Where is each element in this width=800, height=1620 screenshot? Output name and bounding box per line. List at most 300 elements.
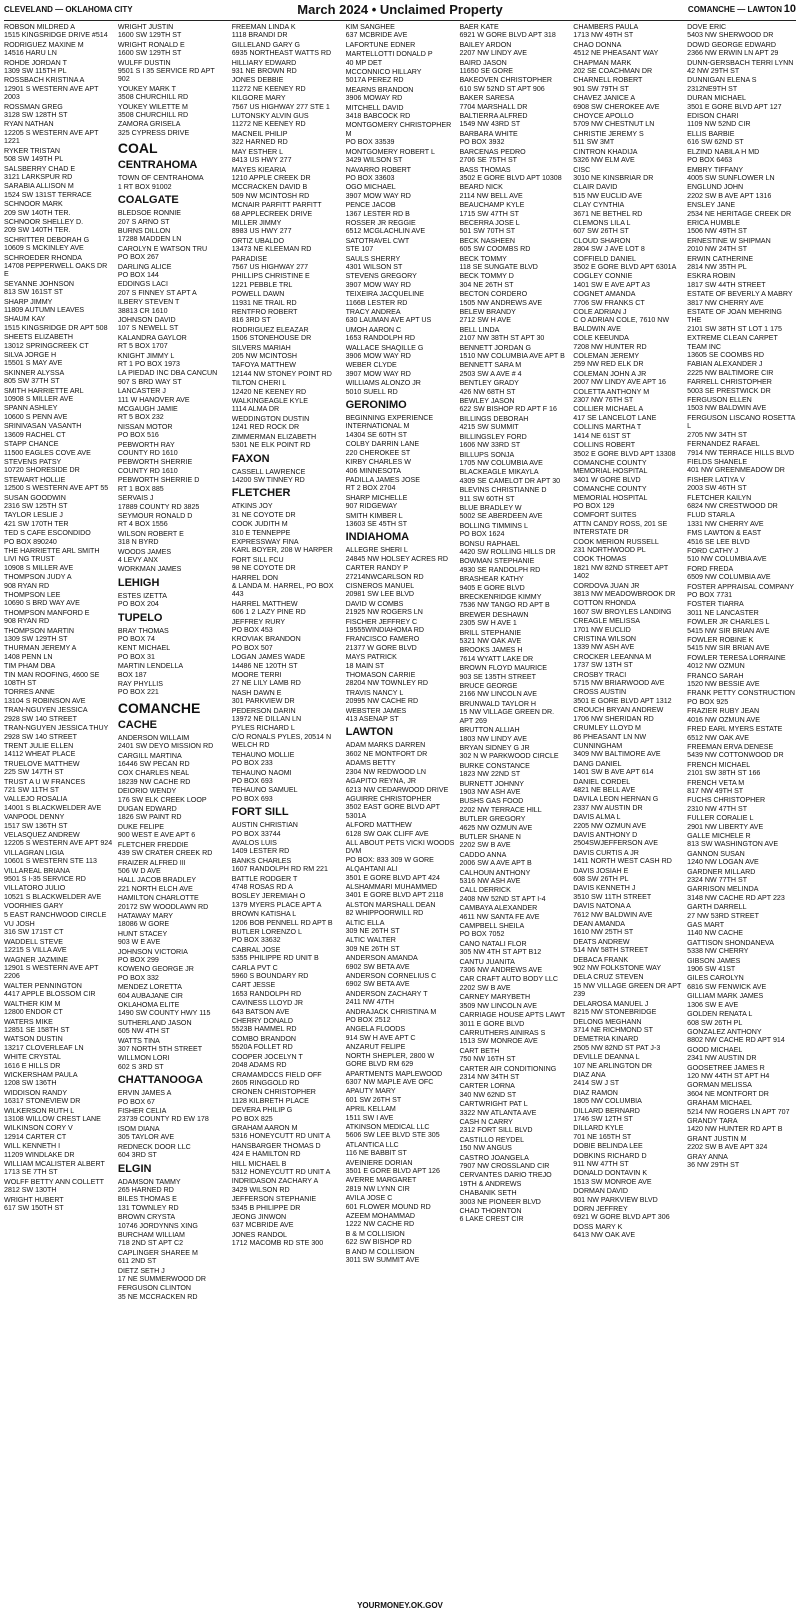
claimant-entry: WALTER PENNINGTON 4417 APPLE BLOSSOM CIR	[4, 981, 96, 999]
claimant-entry: BOSLEY JEREMIAH O 1379 MYERS PLACE APT A	[231, 892, 322, 909]
claimant-entry: CRISTINA WILSON 1339 NW ASH AVE	[573, 635, 636, 652]
claimant-entry: HILL MICHAEL B 5312 HONEYCUTT RD UNIT A	[231, 1159, 331, 1176]
claimant-entry: JOHNSON DAVID 107 S NEWELL ST	[117, 315, 179, 333]
claimant-entry: DOWD GEORGE EDWARD 2366 NW ERWIN LN APT 29	[687, 40, 779, 58]
claimant-entry: FMS LAWTON & EAST 4516 SE LEE BLVD	[687, 529, 762, 546]
claimant-entry: FARRELL CHRISTOPHER 5003 SE PRESTWICK DR	[687, 378, 772, 395]
claimant-entry: BECTON CORDERO 1505 NW ANDREWS AVE	[459, 290, 543, 307]
claimant-entry: FOWLER TERESA LORRAINE 4012 NW OZMUN	[687, 653, 786, 671]
claimant-entry: VILLAREAL BRIANA 9501 S I-35 SERVICE RD	[4, 866, 86, 883]
claimant-entry: GATTISON SHONDANEVA 5338 NW CHERRY	[687, 938, 774, 956]
claimant-entry: SCHRITTER DEBORAH G 10609 S MCKINLEY AVE	[4, 235, 90, 253]
claimant-entry: BURKE CONSTANCE 1823 NW 22ND ST	[459, 761, 530, 779]
claimant-entry: MCCONNICO HILLARY 5017A PEREZ RD	[345, 68, 422, 85]
claimant-entry: BROWN KATISHA L 1206 BOB PENNELL RD APT B	[231, 910, 333, 927]
claimant-entry: DIETZ SETH J 17 NE SUMMERWOOD DR	[117, 1266, 207, 1283]
claimant-entry: TAYLOR LESLIE J 421 SW 170TH TER	[4, 511, 69, 528]
claimant-entry: ROSSBACH KRISTINA A 12901 S WESTERN AVE APT 2003	[4, 76, 99, 102]
claimant-entry: MENDEZ LORETTA 604 AUBAJANE CIR	[117, 983, 183, 1000]
claimant-entry: THOMPSON LEE 10690 S BRD WAY AVE	[4, 591, 80, 608]
claimant-entry: CARTWRIGHT PAT L 3322 NW ATLANTA AVE	[459, 1100, 537, 1117]
claimant-entry: BUTLER GREGORY 4625 NW OZMUN AVE	[459, 815, 533, 832]
claimant-entry: SHEETS ELIZABETH 13012 SPRINGCREEK CT	[4, 333, 89, 350]
claimant-entry: BROWN FLOYD MAURICE 903 SE 135TH STREET	[459, 664, 547, 681]
claimant-entry: DIAZ RAMON 1805 NW COLUMBIA	[573, 1088, 642, 1106]
city-heading: TUPELO	[117, 611, 163, 624]
claimant-entry: WRIGHT HUBERT 617 SW 150TH ST	[4, 1195, 64, 1213]
claimant-entry: SEYANNE JOHNSON 813 SW 161ST ST	[4, 279, 75, 297]
claimant-entry: AVALOS LUIS 1409 LESTER RD	[231, 838, 290, 856]
claimant-entry: BRECKENRIDGE KIMMY 7536 NW TANGO RD APT B	[459, 593, 550, 610]
claimant-entry: MEARNS BRANDON 3906 MOWAY RD	[345, 85, 414, 103]
listing-column	[573, 23, 682, 1595]
claimant-entry: WATTS TINA 307 NORTH 5TH STREET	[117, 1036, 203, 1054]
claimant-entry: COMBO BRANDON 5520A FOLLET RD	[231, 1034, 296, 1052]
claimant-entry: FRENCH VETA M 817 NW 49TH ST	[687, 778, 745, 795]
claimant-entry: VALLEJO ROSALIA 14001 S BLACKWELDER AVE	[4, 795, 102, 812]
claimant-entry: JONES RANDOL 1712 MACOMB RD STE 300	[231, 1230, 324, 1248]
claimant-entry: ATKINS JOY 31 NE COYOTE DR	[231, 502, 296, 519]
claimant-entry: DAVIS NATONA A 7612 NW BALDWIN AVE	[573, 902, 653, 919]
claimant-entry: APRIL KELLAM 1511 SW I AVE	[345, 1105, 396, 1122]
claimant-entry: STAPP CHANCE 11500 EAGLES COVE AVE	[4, 440, 91, 457]
claimant-entry: ROSSER JR REGGIE 6512 MCGLACHLIN AVE	[345, 218, 426, 236]
claimant-entry: BUTLER LORENZO L PO BOX 33632	[231, 928, 302, 945]
claimant-entry: CARGILL MARTINA 16446 SW PECAN RD	[117, 751, 190, 769]
claimant-entry: ISOM DIANA 305 TAYLOR AVE	[117, 1124, 175, 1142]
claimant-entry: MAYS PATRICK 18 MAIN ST	[345, 653, 397, 670]
claimant-entry: CRONEN CHRISTOPHER 1128 KILBRETH PLACE	[231, 1088, 316, 1105]
claimant-entry: CISNEROS MANUEL 20981 SW LEE BLVD	[345, 581, 415, 599]
claimant-entry: ROSSMAN GREG 3128 SW 128TH ST	[4, 102, 68, 120]
claimant-entry: DANIEL CORDEL 4821 NE BELL AVE	[573, 777, 636, 794]
claimant-entry: PEDERSON DARIN 13972 NE DILLAN LN	[231, 706, 302, 724]
claimant-entry: RYAN NATHAN 12205 S WESTERN AVE APT 1221	[4, 120, 99, 146]
claimant-entry: COOK THOMAS 1821 NW 82ND STREET APT 1402	[573, 555, 669, 581]
claimant-entry: DAVIS JOSIAH E 608 SW 26TH PL	[573, 866, 629, 883]
claimant-entry: STEVENS GREGORY 3907 MOW WAY RD	[345, 272, 417, 289]
claimant-entry: BILLINGSLEY FORD 1606 NW 33RD ST	[459, 432, 527, 450]
claimant-entry: WILSON ROBERT E 318 N BYRD	[117, 529, 184, 547]
claimant-entry: SKINNER ALYSSA 805 SW 37TH ST	[4, 368, 65, 386]
claimant-entry: FISHER CELIA 23739 COUNTY RD EW 178	[117, 1107, 209, 1124]
claimant-entry: FERGUSON LISCANO ROSETTA L 2705 NW 34TH ST	[687, 413, 796, 439]
claimant-entry: CARRIAGE HOUSE APTS LAWT 3011 E GORE BLVD	[459, 1011, 566, 1028]
claimant-entry: ATKINSON MEDICAL LLC 5606 SW LEE BLVD STE 305	[345, 1122, 440, 1140]
claimant-entry: THOMPSON MARTIN 1309 SW 129TH ST	[4, 626, 75, 644]
claimant-entry: DEMETRIA KINARD 2505 NW 82ND ST PAT J-3	[573, 1035, 661, 1052]
claimant-entry: FLETCHER KAILYN 6824 NW CRESTWOOD DR	[687, 493, 778, 510]
claimant-entry: KNIGHT JIMMY L RT 1 PO BOX 1973	[117, 351, 180, 368]
county-heading: COMANCHE	[117, 699, 201, 716]
claimant-entry: BAKEOVEN CHRISTOPHER 610 SW 52ND ST APT 906	[459, 76, 552, 93]
claimant-entry: DEIORIO WENDY 176 SW ELK CREEK LOOP	[117, 787, 207, 804]
claimant-entry: MOORE TERRI 27 NE LILY LAMB RD	[231, 671, 301, 688]
claimant-entry: ENGLUND JOHN 2202 SW B AVE APT 1316	[687, 183, 772, 200]
claimant-entry: EXPRESSWAY FINA KARL BOYER, 208 W HARPER	[231, 537, 333, 555]
claimant-entry: CAPLINGER SHAREE M 611 2ND ST	[117, 1248, 198, 1266]
claimant-entry: COTTON RHONDA 1607 SW BROYLES LANDING	[573, 599, 672, 616]
claimant-entry: CARTER LORNA 340 NW 62ND ST	[459, 1082, 517, 1099]
claimant-entry: BARBARA WHITE PO BOX 3932	[459, 129, 518, 147]
claimant-entry: CHOYCE APOLLO 5709 NW CHESTNUT LN	[573, 112, 655, 129]
claimant-entry: DEAN AMANDA 1610 NW 25TH ST	[573, 920, 634, 937]
claimant-entry: VU JOSH 316 SW 171ST CT	[4, 920, 64, 937]
claimant-entry: VILLATORO JULIO 10521 S BLACKWELDER AVE	[4, 884, 102, 901]
claimant-entry: DOSS MARY K 6413 NW OAK AVE	[573, 1222, 636, 1240]
claimant-entry: COLE KEEUNDA 7208 NW HUNTER RD	[573, 334, 647, 351]
claimant-entry: FULLER CORALIE L 2901 NW LIBERTY AVE	[687, 814, 764, 831]
claimant-entry: RENTFRO ROBERT 816 3RD ST	[231, 308, 298, 325]
claimant-entry: DAVIS ALMA L 2205 NW OZMUN AVE	[573, 813, 647, 830]
claimant-entry: SILVA JORGE H 15501 S MAY AVE	[4, 351, 63, 368]
claimant-entry: BRAY THOMAS PO BOX 74	[117, 626, 169, 643]
claimant-entry: BRYAN SIDNEY G JR 302 N W PARKWOOD CIRCLE	[459, 743, 559, 761]
claimant-entry: DUNNIGAN ELENA S 2312NE9TH ST	[687, 76, 757, 93]
claimant-entry: ALQAHTANI ALI 3501 E GORE BLVD APT 424	[345, 865, 440, 882]
claimant-entry: FORD FREDA 6509 NW COLUMBIA AVE	[687, 564, 771, 582]
claimant-entry: ANDERSON AMANDA 6902 SW BETA AVE	[345, 954, 418, 971]
claimant-entry: WORKMAN JAMES	[117, 565, 182, 574]
claimant-entry: FRAZIER RUBY JEAN 4016 NW OZMUN AVE	[687, 707, 760, 724]
claimant-entry: WATERS MIKE 12851 SE 158TH ST	[4, 1017, 70, 1034]
claimant-entry: CHAPMAN MARK 202 SE COACHMAN DR	[573, 58, 653, 76]
claimant-entry: THOMPSON MANFORD E 908 RYAN RD	[4, 608, 90, 626]
claimant-entry: WILLIAM MCALISTER ALBERT 1713 SE 7TH ST	[4, 1160, 105, 1177]
claimant-entry: TRAN-NGUYEN JESSICA 2928 SW 140 STREET	[4, 706, 88, 723]
page-title: March 2024 • Unclaimed Property	[297, 2, 503, 17]
city-heading: FLETCHER	[231, 487, 291, 500]
claimant-entry: ESTES IZETTA PO BOX 204	[117, 591, 167, 609]
claimant-entry: GRANT JUSTIN M 2202 SW B AVE APT 324	[687, 1134, 768, 1152]
claimant-entry: SMITH HARRIETTE ARL 10908 S MILLER AVE	[4, 386, 84, 404]
claimant-entry: LA PIEDAD INC DBA CANCUN 907 S BRD WAY ST	[117, 369, 218, 386]
claimant-entry: AZEEM MOHAMMAD 1222 NW CACHE RD	[345, 1212, 415, 1229]
claimant-entry: CARLA PVT C 5960 S BOUNDARY RD	[231, 963, 309, 981]
claimant-entry: SARABIA ALLISON M 1524 SW 131ST TERRACE	[4, 182, 92, 199]
claimant-entry: CROUCH BRYAN ANDREW 1706 NW SHERIDAN RD	[573, 706, 664, 723]
claimant-entry: CASSELL LAWRENCE 14200 SW TINNEY RD	[231, 467, 306, 484]
claimant-entry: BRUCE GEORGE 2166 NW LINCOLN AVE	[459, 682, 537, 699]
header-right-range: COMANCHE — LAWTON	[687, 5, 782, 14]
claimant-entry: THURMAN JEREMY A 1408 PENN LN	[4, 644, 77, 661]
claimant-entry: BAILEY ARDON 2207 NW LINDY AVE	[459, 40, 527, 58]
claimant-entry: COLEMAN JOHN A JR 2007 NW LINDY AVE APT 16	[573, 369, 666, 387]
claimant-entry: BONSU RAPHAEL 4420 SW ROLLING HILLS DR	[459, 539, 556, 556]
claimant-entry: FRANCISCO FAMERO 21377 W GORE BLVD	[345, 635, 420, 652]
claimant-entry: FUCHS CHRISTOPHER 2310 NW 47TH ST	[687, 796, 766, 813]
claimant-entry: OGO MICHAEL 3907 MOW WAY RD	[345, 183, 411, 200]
claimant-entry: MCNAIR PARFITT PARFITT 68 APPLECREEK DRIVE	[231, 201, 322, 218]
claimant-entry: WRIGHT JUSTIN 1600 SW 129TH ST	[117, 23, 182, 40]
claimant-entry: CHRISTIE JEREMY S 511 SW 3MT	[573, 129, 644, 147]
city-heading: FAXON	[231, 452, 270, 465]
claimant-entry: CLAY CYNTHIA 3671 NE BETHEL RD	[573, 201, 643, 218]
city-heading: CENTRAHOMA	[117, 159, 198, 172]
claimant-entry: ALLEGRE SHERI L 24845 NW HOLSEY ACRES RD	[345, 546, 448, 563]
claimant-entry: AGAPITO REYNA, JR 6213 NW CEDARWOOD DRIVE	[345, 777, 449, 794]
claimant-entry: CALL DERRICK 2408 NW 52ND ST APT I-4	[459, 886, 546, 903]
claimant-entry: GRAHAM MICHAEL 5214 NW ROGERS LN APT 707	[687, 1099, 790, 1116]
claimant-entry: MILLER JIMMY 8983 US HWY 277	[231, 218, 292, 236]
claimant-entry: MITCHELL DAVID 3418 BABCOCK RD	[345, 103, 411, 121]
claimant-entry: JONES DEBBIE 11272 NE KEENEY RD	[231, 76, 306, 93]
claimant-entry: LANCASTER J 111 W HANOVER AVE	[117, 387, 190, 404]
claimant-entry: NISSAN MOTOR PO BOX 516	[117, 422, 173, 440]
listing-column	[232, 23, 341, 1595]
claimant-entry: BOLLING TIMMINS L PO BOX 1624	[459, 521, 528, 539]
claimant-entry: SUTHERLAND JASON 605 NW 4TH ST	[117, 1018, 192, 1036]
claimant-entry: ESTATE OF JOAN MEHRING THE 2101 SW 38TH ST LOT 1 175	[687, 308, 782, 333]
claimant-entry: FORD CATHY J 510 NW COLUMBIA AVE	[687, 546, 767, 564]
claimant-entry: WILLIAMS ALONZO JR 5010 SUELL RD	[345, 379, 421, 396]
claimant-entry: MONTGOMERY ROBERT L 3429 WILSON ST	[345, 147, 435, 165]
claimant-entry: JOHNSON VICTORIA PO BOX 299	[117, 947, 188, 964]
claimant-entry: DORMAN DAVID 801 NW PARKVIEW BLVD	[573, 1187, 658, 1204]
claimant-entry: CART JESSE 1653 RANDOLPH RD	[231, 981, 302, 998]
claimant-entry: EXTREME CLEAN CARPET TEAM INC 13605 SE COOMBS RD	[687, 334, 778, 360]
claimant-entry: VELASQUEZ ANDREW 12205 S WESTERN AVE APT 924	[4, 830, 113, 848]
claimant-entry: WALLACE SHAQILLE G 3906 MOW WAY RD	[345, 343, 424, 361]
claimant-entry: AUSTIN CHRISTIAN PO BOX 33744	[231, 821, 298, 838]
claimant-entry: RODRIGUEZ MAXINE M 14516 HARU LN	[4, 40, 84, 58]
claimant-entry: COLBY DARRIN LANE 220 CHEROKEE ST	[345, 440, 420, 457]
claimant-entry: ALL ABOUT PETS VICKI WOODS DVM PO BOX: 833 309 W GORE	[345, 838, 455, 864]
claimant-entry: ANGELA FLOODS 914 SW H AVE APT C	[345, 1025, 416, 1042]
claimant-entry: CAMBAYA ALEXANDER 4611 NW SANTA FE AVE	[459, 904, 540, 921]
claimant-entry: MAYES KIEARIA 1210 APPLE CREEK DR	[231, 165, 311, 182]
claimant-entry: DELAROSA MANUEL J 8215 NW STONEBRIDGE	[573, 999, 657, 1017]
claimant-entry: GARRISON MELINDA 3148 NW CACHE RD APT 223	[687, 885, 785, 902]
claimant-entry: BENNETT SARA M 2503 SW A AVE # 4	[459, 361, 522, 378]
claimant-entry: BUTLER SHANE N 2202 SW B AVE	[459, 832, 521, 850]
claimant-entry: AVEINIERE DORIAN 3501 E GORE BLVD APT 126	[345, 1158, 440, 1175]
claimant-entry: COLEMAN JEREMY 259 NW RED ELK DR	[573, 352, 644, 369]
claimant-entry: SILVERS MARIAH 205 NW MCINTOSH	[231, 343, 298, 361]
claimant-entry: BAER KATE 6921 W GORE BLVD APT 318	[459, 23, 556, 40]
claimant-entry: ROHDE JORDAN T 1309 SW 115TH PL	[4, 58, 67, 76]
claimant-entry: SEYMOUR RONALD D RT 4 BOX 1556	[117, 511, 193, 529]
claimant-entry: WILL KENNETH I 11209 WINDLAKE DR	[4, 1142, 75, 1159]
claimant-entry: ZIMMERMAN ELIZABETH 5301 NE ELK POINT RD	[231, 432, 317, 450]
claimant-entry: CANTU JUANITA 7306 NW ANDREWS AVE	[459, 957, 543, 975]
listing-column	[118, 23, 227, 1595]
claimant-entry: CHARNELL ROBERT 901 SW 79TH ST	[573, 76, 643, 93]
claimant-entry: COFFIELD DANIEL 3502 E GORE BLVD APT 6301A	[573, 254, 677, 271]
claimant-entry: EMBRY TIFFANY 4005 SW SUNFLOWER LN	[687, 165, 775, 182]
claimant-entry: ERWIN CATHERINE 2814 NW 35TH PL	[687, 254, 754, 271]
claimant-entry: DEATS ANDREW 514 NW 58TH STREET	[573, 937, 649, 955]
claimant-entry: WALTHER KIM M 12800 ENDOR CT	[4, 999, 63, 1017]
claimant-entry: SRINIVASAN VASANTH 13609 RACHEL CT	[4, 422, 82, 439]
claimant-entry: TEHAUNO SAMUEL PO BOX 693	[231, 786, 298, 803]
claimant-entry: ADAMS BETTY 2304 NW REDWOOD LN	[345, 759, 426, 776]
claimant-entry: CERVANTES DARIO TREJO 19TH & ANDREWS	[459, 1171, 552, 1188]
claimant-entry: WAGNER JAZMINE 12901 S WESTERN AVE APT 2206	[4, 955, 99, 981]
claimant-entry: BRILL STEPHANIE 5321 NW OAK AVE	[459, 628, 522, 646]
claimant-entry: COLLIER MICHAEL A 417 SE LANCELOT LANE	[573, 405, 657, 422]
claimant-entry: BRASHEAR KATHY 9405 E GORE BLVD	[459, 575, 525, 592]
claimant-entry: COOK JUDITH M 310 E TENNEPPE	[231, 520, 291, 537]
claimant-entry: DAVIS CURTIS A JR 1411 NORTH WEST CASH RD	[573, 848, 672, 866]
claimant-entry: CHAD THORNTON 6 LAKE CREST CIR	[459, 1207, 524, 1224]
claimant-entry: DELA CRUZ STEVEN 15 NW VILLAGE GREEN DR APT 239	[573, 973, 682, 999]
claimant-entry: BENTLEY GRADY 426 NW 68TH ST	[459, 379, 519, 396]
claimant-entry: GRAY ANNA 36 NW 29TH ST	[687, 1152, 740, 1169]
claimant-entry: COLLINS ROBERT 3502 E GORE BLVD APT 13308	[573, 441, 676, 458]
claimant-entry: ALFORD MATTHEW 6128 SW OAK CLIFF AVE	[345, 821, 429, 838]
claimant-entry: FRANCO SARAH 1520 NW BESSIE AVE	[687, 671, 760, 689]
page-number: 10	[783, 3, 796, 15]
claimant-entry: ELZIND NABILA H MD PO BOX 6463	[687, 147, 760, 165]
claimant-entry: DIAZ ANA 2414 SW J ST	[573, 1070, 620, 1088]
claimant-entry: ANDERSON CORNELIUS C 6902 SW BETA AVE	[345, 972, 437, 989]
claimant-entry: PHILLIPS CHRISTINE E 1221 PEBBLE TRL	[231, 272, 310, 289]
claimant-entry: DAVIS KENNETH J 3510 SW 11TH STREET	[573, 884, 652, 901]
header-left-range: CLEVELAND — OKLAHOMA CITY	[4, 5, 133, 14]
claimant-entry: PYLES RICHARD L C/O RONALS PYLES, 20514 N WELCH RD	[231, 724, 332, 750]
claimant-entry: TRUELOVE MATTHEW 225 SW 147TH ST	[4, 759, 80, 777]
claimant-entry: SMITH KIMBER L 13603 SE 45TH ST	[345, 511, 408, 528]
claimant-entry: BEGINNING EXPERIENCE INTERNATIONAL M 14304 SE 60TH ST	[345, 414, 434, 439]
claimant-entry: ALSHAMMARI MUHAMMED 3401 E GORE BLVD APT 2118	[345, 882, 444, 900]
claimant-entry: KIM SANGHEE 637 MCBRIDE AVE	[345, 23, 408, 40]
claimant-entry: FORT SILL FCU 98 NE COYOTE DR	[231, 555, 296, 573]
claimant-entry: ADAM MARKS DARREN 3602 NE MONTFORT DR	[345, 741, 428, 758]
claimant-entry: OKLAHOMA ELITE 1490 SW COUNTY HWY 115	[117, 1001, 211, 1018]
city-heading: CACHE	[117, 718, 157, 731]
claimant-entry: JEONG JINWON 637 MCBRIDE AVE	[231, 1213, 294, 1230]
claimant-entry: DAVIS ANTHONY D 2504SWJEFFERSON AVE	[573, 830, 658, 848]
claimant-entry: HARREL DON & LANDA M. HARREL, PO BOX 443	[231, 573, 334, 599]
claimant-entry: CLAIR DAVID 515 NW EUCLID AVE	[573, 183, 643, 200]
claimant-entry: CARNEY MARYBETH 3509 NW LINCOLN AVE	[459, 993, 537, 1010]
claimant-entry: CISC 3010 NE KINSBRIAR DR	[573, 165, 654, 182]
claimant-entry: SHAUM KAY 1515 KINGSRIDGE DR APT 508	[4, 315, 108, 332]
claimant-entry: PADILLA JAMES JOSE RT 2 BOX 2704	[345, 475, 420, 493]
claimant-entry: EDISON CHARI 1109 NW 52ND CIR	[687, 112, 751, 129]
claimant-entry: CADDO ANNA 2006 SW A AVE APT B	[459, 850, 532, 868]
city-heading: CHATTANOOGA	[117, 1074, 203, 1087]
claimant-entry: CHABANIK SETH 3003 NE PIONEER BLVD	[459, 1189, 541, 1206]
claimant-entry: COGNET AMANDA 7706 SW FRANKS CT	[573, 290, 645, 307]
claimant-entry: BAKER SARESA 7704 MARSHALL DR	[459, 94, 528, 111]
claimant-entry: CLEMONS LILA L 607 SW 26TH ST	[573, 218, 631, 236]
claimant-entry: WEBER CLYDE 3907 MOW WAY RD	[345, 361, 411, 378]
listing-columns	[4, 23, 796, 1595]
claimant-entry: COGLEY CONNIE 1401 SW E AVE APT A3	[573, 272, 650, 289]
claimant-entry: KALANDRA GAYLOR RT 5 BOX 1707	[117, 333, 187, 351]
claimant-entry: NAVARRO ROBERT PO BOX 33603	[345, 165, 412, 182]
claimant-entry: BECK TOMMY D 304 NE 26TH ST	[459, 272, 514, 289]
claimant-entry: KILGORE MARY 7567 US HIGHWAY 277 STE 1	[231, 94, 330, 111]
claimant-entry: POWELL DAWN 11931 NE TRAIL RD	[231, 290, 297, 307]
claimant-entry: AVILA JOSE C 601 FLOWER MOUND RD	[345, 1194, 431, 1211]
listing-column	[4, 23, 113, 1595]
claimant-entry: BLUE BRADLEY W 5002 SE ABERDEEN AVE	[459, 503, 543, 521]
claimant-entry: TOWN OF CENTRAHOMA 1 RT BOX 91002	[117, 174, 204, 191]
claimant-entry: CHERRY DONALD 5523B HAMMEL RD	[231, 1017, 297, 1034]
claimant-entry: CARTER AIR CONDITIONING 2314 NW 34TH ST	[459, 1064, 557, 1081]
claimant-entry: WICKERSHAM PAULA 1208 SW 136TH	[4, 1070, 78, 1088]
claimant-entry: WEDDINGTON DUSTIN 1241 RED ROCK DR	[231, 414, 310, 432]
claimant-entry: CUNNINGHAM 3409 NW BALTIMORE AVE	[573, 741, 661, 759]
claimant-entry: VANPOOL DENNY 1517 SW 136TH ST	[4, 813, 68, 830]
claimant-entry: PEBWORTH SHERRIE D RT 1 BOX 885	[117, 476, 200, 493]
claimant-entry: BUSHS GAS FOOD 2202 NW TERRACE HILL	[459, 797, 542, 814]
claimant-entry: BECK NASHEEN 605 SW COOMBS RD	[459, 236, 531, 254]
claimant-entry: DANG DANIEL 1401 SW B AVE APT 614	[573, 759, 654, 777]
footer-website: YOURMONEY.OK.GOV	[357, 1601, 443, 1610]
claimant-entry: ADAMSON TAMMY 265 HARNED RD	[117, 1177, 181, 1194]
claimant-entry: BARCENAS PEDRO 2706 SE 75TH ST	[459, 147, 526, 165]
claimant-entry: GILES CAROLYN 6816 SW FENWICK AVE	[687, 974, 767, 991]
claimant-entry: CASTILLO REYDEL 150 NW ANGUS	[459, 1135, 525, 1153]
claimant-entry: APAUTY MARY 601 SW 26TH ST	[345, 1087, 402, 1104]
claimant-entry: FERGUSON CLINTON 35 NE MCCRACKEN RD	[117, 1284, 198, 1301]
claimant-entry: HAMILTON CHARLOTTE 20172 SW WOODLAWN RD	[117, 894, 209, 911]
claimant-entry: ERVIN JAMES A PO BOX 67	[117, 1089, 172, 1106]
claimant-entry: BEAUCHAMP KYLE 1715 SW 47TH ST	[459, 201, 525, 218]
claimant-entry: SUSAN GOODWIN 2316 SW 125TH ST	[4, 493, 68, 510]
claimant-entry: COMANCHE COUNTY MEMORIAL HOSPITAL PO BOX 129	[573, 485, 648, 510]
claimant-entry: DUGAN EDWARD 1826 SW PAINT RD	[117, 805, 182, 822]
claimant-entry: CANO NATALI FLOR 305 NW 4TH ST APT B12	[459, 939, 542, 957]
claimant-entry: HARREL MATTHEW 606 1 2 LAZY PINE RD	[231, 599, 306, 617]
claimant-entry: COMANCHE COUNTY MEMORIAL HOSPITAL 3401 W GORE BLVD	[573, 458, 648, 484]
claimant-entry: TORRES ANNE 13104 S ROBINSON AVE	[4, 688, 86, 705]
claimant-entry: BRUTTON ALLIAH 1803 NW LINDY AVE	[459, 726, 527, 743]
claimant-entry: TEHAUNO NAOMI PO BOX 693	[231, 768, 292, 785]
claimant-entry: BLEDSOE RONNIE 207 S ARNO ST	[117, 209, 181, 226]
claimant-entry: SHARP JIMMY 11809 AUTUMN LEAVES	[4, 297, 85, 314]
claimant-entry: GOOD MICHAEL 2341 NW AUSTIN DR	[687, 1045, 757, 1063]
claimant-entry: CROSBY TRACI 5715 NW BRIARWOOD AVE	[573, 670, 665, 688]
claimant-entry: WALKINGEAGLE KYLE 1114 ALMA DR	[231, 397, 308, 414]
claimant-entry: YOUKEY WILETTE M 3508 CHURCHILL RD	[117, 102, 189, 120]
claimant-entry: BURNETT JOHNNY 1903 NW ASH AVE	[459, 779, 524, 796]
claimant-entry: BLEVINS CHRISTIANNE D 911 SW 60TH ST	[459, 486, 547, 503]
claimant-entry: MAY ESTHER L 8413 US HWY 277	[231, 147, 292, 165]
claimant-entry: FREEMAN LINDA K 1118 BRANDI DR	[231, 23, 296, 40]
claimant-entry: WADDELL STEVE 12215 S VILLA AVE	[4, 937, 67, 955]
claimant-entry: ENSLEY JANE 2534 NE HERITAGE CREEK DR	[687, 201, 792, 218]
claimant-entry: TRAVIS NANCY L 20995 NW CACHE RD	[345, 688, 419, 706]
claimant-entry: ATLANTICA LLC 116 NE BABBIT ST	[345, 1140, 407, 1158]
claimant-entry: APARTMENTS MAPLEWOOD 6307 NW MAPLE AVE OFC	[345, 1069, 443, 1086]
claimant-entry: SPANN ASHLEY 10600 S PENN AVE	[4, 404, 68, 421]
listing-column	[687, 23, 796, 1595]
claimant-entry: PEBWORTH RAY COUNTY RD 1610	[117, 440, 178, 458]
claimant-entry: FRENCH MICHAEL 2101 SW 38TH ST 166	[687, 760, 761, 778]
claimant-entry: B & M COLLISION 622 SW BISHOP RD	[345, 1229, 412, 1247]
claimant-entry: BAIRD JASON 11650 SE GORE	[459, 58, 513, 76]
claimant-entry: INDRIDASON ZACHARY A 3429 WILSON RD	[231, 1177, 319, 1194]
claimant-entry: WOODS JAMES 4 LEVY ANX	[117, 547, 172, 564]
claimant-entry: BROWN CRYSTA 10746 JORDYNNS XING	[117, 1213, 198, 1230]
claimant-entry: DURAN MICHAEL 3501 E GORE BLVD APT 127	[687, 94, 782, 111]
claimant-entry: CRUMLEY LLOYD M 86 PHEASANT LN NW	[573, 724, 647, 741]
claimant-entry: GARDNER MILLARD 2324 NW 77TH ST	[687, 867, 756, 884]
claimant-entry: CHAVEZ JANICE A 6908 SW CHEROKEE AVE	[573, 94, 660, 111]
claimant-entry: CLOUD SHARON 2804 SW J AVE LOT 8	[573, 236, 645, 254]
claimant-entry: BENNETT JORDAN G 1510 NW COLUMBIA AVE APT B	[459, 343, 565, 361]
claimant-entry: MCGAUGH JAMIE RT 5 BOX 232	[117, 405, 178, 422]
claimant-entry: CAMPBELL SHEILA PO BOX 7052	[459, 922, 525, 939]
claimant-entry: TEIXEIRA JACQUELINE 1166B LESTER RD	[345, 290, 425, 307]
city-heading: INDIAHOMA	[345, 531, 410, 544]
city-heading: FORT SILL	[231, 806, 289, 819]
